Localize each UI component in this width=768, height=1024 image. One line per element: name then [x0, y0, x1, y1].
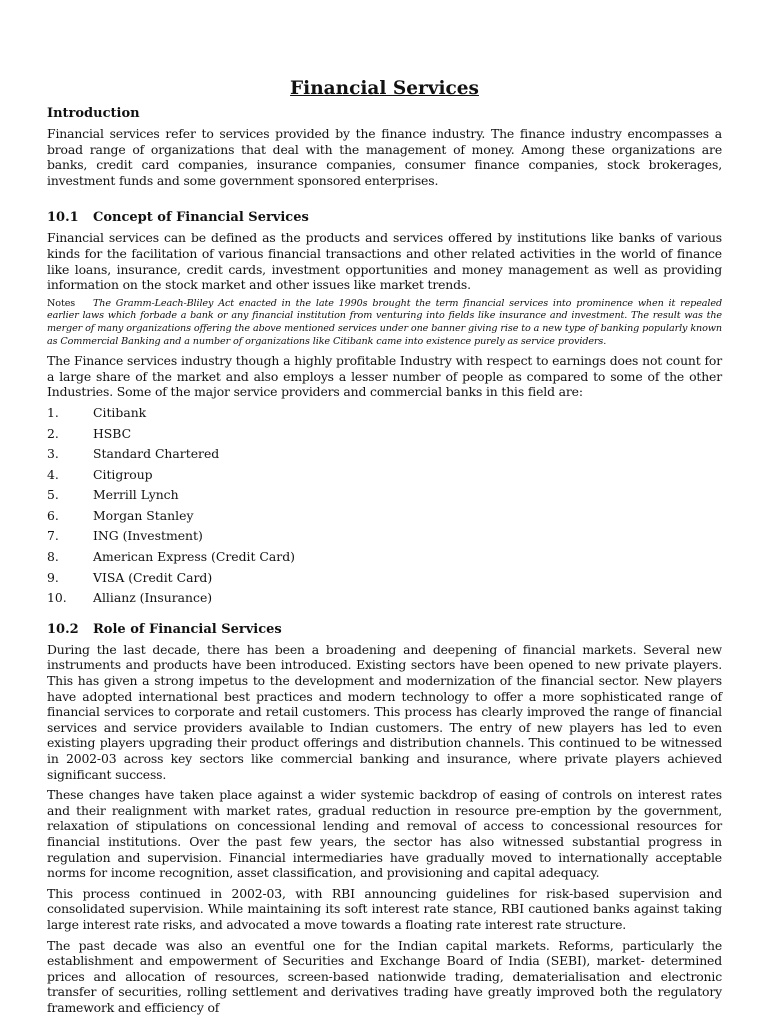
page-title: Financial Services [290, 78, 479, 99]
list-item: 8. American Express (Credit Card) [47, 549, 295, 565]
concept-paragraph: Financial services can be defined as the products and services offered by institutions like banks of various kinds for the facilitation of various financial transactions and other related activities in the world of finance like loans, insurance, credit cards, investment opportunities and money management as well as providing information on the stock market and other issues like market trends. [47, 230, 722, 293]
document-page [47, 78, 722, 1021]
notes-label: Notes [47, 297, 76, 309]
section-number: 10.2 [47, 621, 79, 637]
role-paragraph-4: The past decade was also an eventful one for the Indian capital markets. Reforms, particularly the establishment and empowerment of Securities and Exchange Board of India (SEBI), market- determined prices and allocation of resources, screen-based nationwide trading, dematerialisation and electronic transfer of securities, rolling settlement and derivatives trading have greatly improved both the regulatory framework and efficiency of [47, 937, 722, 1015]
section-heading-10-1 [47, 209, 722, 226]
intro-heading: Introduction [47, 106, 140, 121]
providers-list [47, 405, 722, 611]
section-heading-10-2 [47, 621, 722, 638]
role-paragraph-1: During the last decade, there has been a broadening and deepening of financial markets. Several new instruments and products have been introduced. Existing sectors have been opened to new private players. This has given a strong impetus to the development and modernization of the financial sector. New players have adopted international best practices and modern technology to offer a more sophisticated range of financial services to corporate and retail customers. This process has clearly improved the range of financial services and service providers available to Indian customers. The entry of new players has led to even existing players upgrading their product offerings and distribution channels. This continued to be witnessed in 2002-03 across key sectors like commercial banking and insurance, where private players achieved significant success. [47, 641, 722, 782]
list-item: 4. Citigroup [47, 466, 153, 482]
list-item: 10. Allianz (Insurance) [47, 590, 213, 606]
notes-text: The Gramm-Leach-Bliley Act enacted in the late 1990s brought the term financial services into prominence when it repealed earlier laws which forbade a bank or any financial institution from venturing into fields like insurance and investment. The result was the merger of many organizations offering the above mentioned services under one banner giving rise to a new type of banking popularly known as Commercial Banking and a number of organizations like Citibank came into existence purely as service providers. [47, 297, 722, 347]
list-item: 6. Morgan Stanley [47, 507, 194, 523]
role-paragraph-2: These changes have taken place against a wider systemic backdrop of easing of controls on interest rates and their realignment with market rates, gradual reduction in resource pre-emption by the government, relaxation of stipulations on concessional lending and removal of access to concessional resources for financial institutions. Over the past few years, the sector has also witnessed substantial progress in regulation and supervision. Financial intermediaries have gradually moved to internationally acceptable norms for income recognition, asset classification, and provisioning and capital adequacy. [47, 787, 722, 881]
list-item: 2. HSBC [47, 425, 132, 441]
list-item: 3. Standard Chartered [47, 446, 220, 462]
role-paragraph-3: This process continued in 2002-03, with RBI announcing guidelines for risk-based supervision and consolidated supervision. While maintaining its soft interest rate stance, RBI cautioned banks against taking large interest rate risks, and advocated a move towards a floating rate interest rate structure. [47, 885, 722, 932]
section-title: Concept of Financial Services [93, 210, 309, 226]
list-item: 7. ING (Investment) [47, 528, 203, 544]
intro-paragraph: Financial services refer to services provided by the finance industry. The finance industry encompasses a broad range of organizations that deal with the management of money. Among these organizations are banks, credit card companies, insurance companies, consumer finance companies, stock brokerages, investment funds and some government sponsored enterprises. [47, 126, 722, 188]
list-item: 5. Merrill Lynch [47, 487, 179, 503]
section-title: Role of Financial Services [93, 621, 282, 637]
list-item: 9. VISA (Credit Card) [47, 569, 213, 585]
notes-box [47, 298, 722, 348]
industry-paragraph: The Finance services industry though a highly profitable Industry with respect to earnings does not count for a large share of the market and also employs a lesser number of people as compared to some of the other Industries. Some of the major service providers and commercial banks in this field are: [47, 353, 722, 400]
section-number: 10.1 [47, 210, 79, 226]
list-item: 1. Citibank [47, 404, 147, 420]
